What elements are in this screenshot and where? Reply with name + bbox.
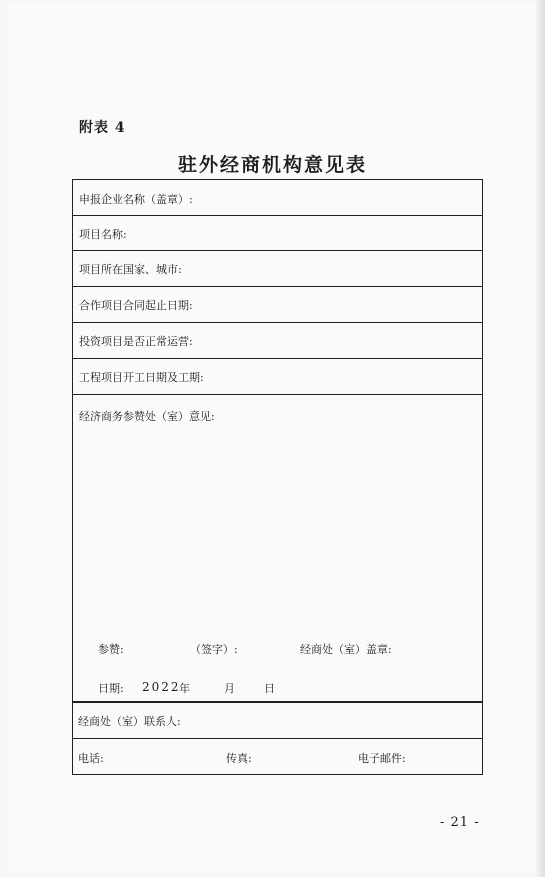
- construction-start-label: 工程项目开工日期及工期:: [79, 371, 204, 384]
- opinion-form-table: [72, 179, 483, 775]
- form-title: 驻外经商机构意见表: [177, 154, 367, 176]
- year-value: 2022: [142, 680, 181, 694]
- day-unit: 日: [264, 682, 275, 695]
- row-opinion: [73, 394, 482, 703]
- project-name-label: 项目名称:: [79, 228, 127, 241]
- page-number: - 21 -: [440, 815, 480, 830]
- row-applicant-company: [73, 180, 482, 216]
- fax-label: 传真:: [226, 752, 252, 765]
- row-contract-dates: [73, 286, 482, 323]
- row-project-location: [73, 250, 482, 287]
- email-label: 电子邮件:: [358, 752, 406, 765]
- opinion-label: 经济商务参赞处（室）意见:: [79, 410, 215, 423]
- page-edge-shadow: [535, 0, 545, 877]
- phone-label: 电话:: [78, 752, 104, 765]
- sign-label: （签字）:: [190, 643, 238, 656]
- operation-status-label: 投资项目是否正常运营:: [79, 335, 193, 348]
- applicant-company-label: 申报企业名称（盖章）:: [79, 193, 193, 206]
- counselor-label: 参赞:: [98, 643, 124, 656]
- divider-contact-top: [72, 701, 483, 702]
- form-bottom-border: [72, 774, 483, 775]
- year-unit: 年: [179, 682, 190, 695]
- divider-contact-bottom: [72, 738, 483, 739]
- contract-dates-label: 合作项目合同起止日期:: [79, 299, 193, 312]
- office-seal-label: 经商处（室）盖章:: [300, 643, 392, 656]
- appendix-label: 附表 4: [79, 120, 126, 136]
- month-unit: 月: [224, 682, 235, 695]
- date-label: 日期:: [98, 682, 124, 695]
- row-project-name: [73, 215, 482, 251]
- project-location-label: 项目所在国家、城市:: [79, 263, 182, 276]
- row-operation-status: [73, 322, 482, 359]
- contact-person-label: 经商处（室）联系人:: [78, 715, 181, 728]
- row-construction-start: [73, 358, 482, 395]
